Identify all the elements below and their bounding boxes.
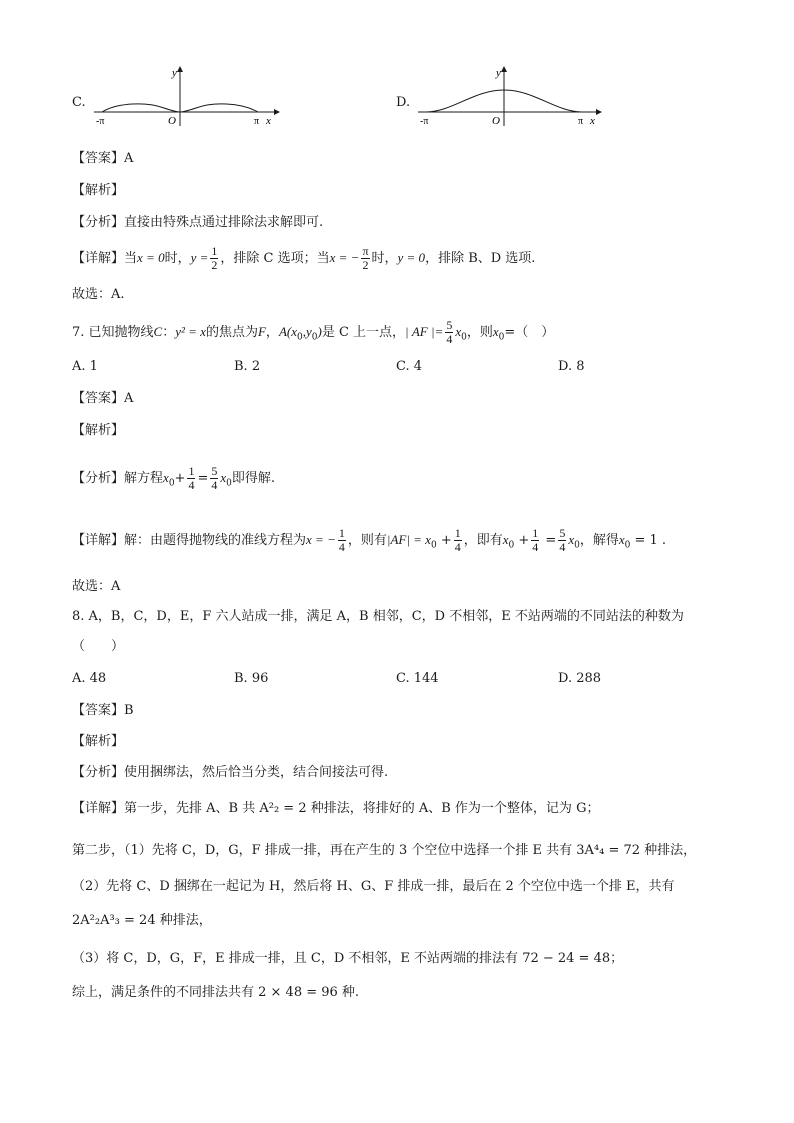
q8-option-b: B. 96 [234, 671, 269, 686]
q6-analysis-tag: 【解析】 [72, 183, 125, 198]
q6-detail [72, 242, 535, 275]
q7-answer: 【答案】A [72, 391, 134, 406]
q8-option-a: A. 48 [72, 671, 107, 686]
q7-option-c: C. 4 [396, 359, 423, 374]
x-label: x [590, 115, 595, 127]
origin-label: O [492, 115, 500, 127]
q7-conclusion: 故选：A [72, 579, 121, 594]
q8-summary: 综上，满足条件的不同排法共有 2 × 48 = 96 种. [72, 985, 360, 1000]
x-arrow [596, 109, 602, 115]
x-arrow [274, 109, 280, 115]
detail-text: ，排除 C 选项；当 [220, 251, 330, 266]
q7-analysis-tag: 【解析】 [72, 423, 125, 438]
q8-option-d: D. 288 [558, 671, 602, 686]
answer-value: A [124, 151, 134, 166]
detail-text: ，排除 B、D 选项. [425, 251, 536, 266]
graph-d [412, 62, 612, 130]
y-arrow [177, 66, 183, 72]
q8-stem-line2: （ ） [72, 639, 125, 654]
pi-label: π [578, 116, 584, 127]
neg-pi-label: -π [420, 116, 429, 127]
pi-label: π [254, 116, 260, 127]
q8-detail-step4: 2A²₂A³₃ = 24 种排法， [72, 913, 212, 928]
q8-fenxi: 【分析】使用捆绑法，然后恰当分类，结合间接法可得. [72, 765, 389, 780]
q7-option-d: D. 8 [558, 359, 585, 374]
q7-fenxi: 【分析】解方程$x_0+$ $\frac{1}{4}$ = $\frac{5}{4}$ $x_0$即得解. [72, 464, 276, 492]
detail-text: 当 [124, 251, 138, 266]
q6-conclusion: 故选：A. [72, 287, 125, 302]
fenxi-tag: 【分析】 [72, 215, 125, 230]
graph-c [88, 62, 288, 130]
q6-answer [72, 150, 133, 168]
answer-tag: 【答案】 [72, 151, 125, 166]
y-label: y [172, 67, 177, 79]
fraction: $\frac{1}{2}$ [211, 244, 218, 272]
detail-tag: 【详解】 [72, 251, 125, 266]
q7-stem: 7. 已知抛物线C：y² = x的焦点为F，$A(x_0,y_0)$是 C 上一点，| AF |= $\frac{5}{4}$ $x_0$，则$x_0=$（ ） [72, 318, 555, 346]
option-d-label: D. [396, 95, 411, 110]
fraction: $\frac{\pi}{2}$ [362, 244, 369, 272]
q7-option-b: B. 2 [234, 359, 261, 374]
q8-detail-step5: （3）将 C，D，G，F，E 排成一排，且 C，D 不相邻，E 不站两端的排法有 72 − 24 = 48； [72, 951, 624, 966]
fenxi-text: 直接由特殊点通过排除法求解即可. [124, 215, 324, 230]
q8-analysis-tag: 【解析】 [72, 734, 125, 749]
math: x = 0 [137, 250, 165, 265]
detail-text: 时， [371, 251, 398, 266]
origin-label: O [168, 115, 176, 127]
q7-detail: 【详解】解：由题得抛物线的准线方程为x = − $\frac{1}{4}$ ，则有$|AF| = x_0$ + $\frac{1}{4}$ ，即有$x_0$ + $\frac{1}{4}$ = $\frac{5}{4}$ $x_0$，解得$x_0 = 1$ . [72, 526, 667, 554]
x-label: x [266, 115, 271, 127]
q8-stem-line1: 8. A，B，C，D，E，F 六人站成一排，满足 A，B 相邻，C，D 不相邻，E 不站两端的不同站法的种数为 [72, 609, 684, 624]
math: x = − [329, 250, 360, 265]
math: y = [190, 250, 209, 265]
y-arrow [501, 66, 507, 72]
option-c-label: C. [72, 95, 86, 110]
neg-pi-label: -π [96, 116, 105, 127]
y-label: y [496, 67, 501, 79]
q6-fenxi [72, 214, 323, 232]
math: y = 0 [397, 250, 426, 265]
q8-option-c: C. 144 [396, 671, 439, 686]
q8-detail-step2: 第二步，（1）先将 C，D，G，F 排成一排，再在产生的 3 个空位中选择一个排 E 共有 3A⁴₄ = 72 种排法， [72, 843, 697, 858]
detail-text: 时， [164, 251, 191, 266]
q8-detail-step1: 【详解】第一步，先排 A、B 共 A²₂ = 2 种排法，将排好的 A、B 作为一个整体，记为 G； [72, 801, 600, 816]
q7-option-a: A. 1 [72, 359, 98, 374]
q8-answer: 【答案】B [72, 703, 134, 718]
q8-detail-step3: （2）先将 C、D 捆绑在一起记为 H，然后将 H、G、F 排成一排，最后在 2 个空位中选一个排 E，共有 [72, 879, 675, 894]
